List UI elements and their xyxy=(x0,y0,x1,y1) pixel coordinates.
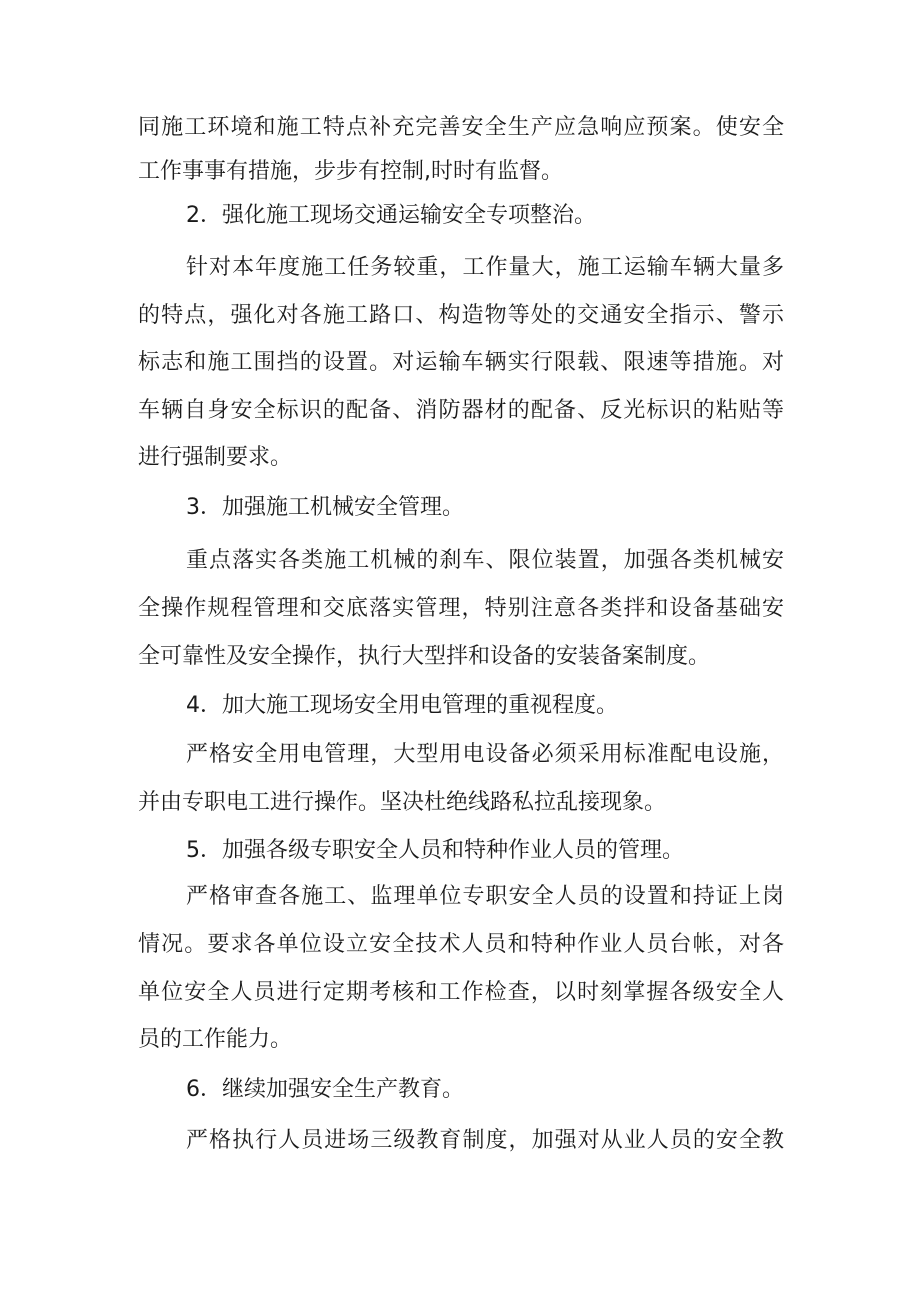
section-heading xyxy=(0,834,920,868)
paragraph-line xyxy=(0,544,920,578)
text-line: 并由专职电工进行操作。坚决杜绝线路私拉乱接现象。 xyxy=(138,790,667,815)
paragraph-line xyxy=(0,976,920,1010)
paragraph-line xyxy=(0,394,920,428)
paragraph-line xyxy=(0,1023,920,1057)
text-line: 全操作规程管理和交底落实管理，特别注意各类拌和设备基础安 xyxy=(138,596,784,621)
text-line: 严格安全用电管理，大型用电设备必须采用标准配电设施， xyxy=(186,742,784,767)
heading-text: 3．加强施工机械安全管理。 xyxy=(186,495,464,520)
text-line: 严格审查各施工、监理单位专职安全人员的设置和持证上岗 xyxy=(186,884,784,909)
section-heading xyxy=(0,689,920,723)
paragraph-line xyxy=(0,786,920,820)
paragraph-line xyxy=(0,251,920,285)
section-heading xyxy=(0,1073,920,1107)
paragraph-line xyxy=(0,299,920,333)
text-line: 情况。要求各单位设立安全技术人员和特种作业人员台帐，对各 xyxy=(138,932,784,957)
heading-text: 4．加大施工现场安全用电管理的重视程度。 xyxy=(186,693,618,718)
paragraph-line xyxy=(0,111,920,145)
section-heading xyxy=(0,199,920,233)
text-line: 车辆自身安全标识的配备、消防器材的配备、反光标识的粘贴等 xyxy=(138,398,784,423)
text-line: 标志和施工围挡的设置。对运输车辆实行限载、限速等措施。对 xyxy=(138,350,784,375)
text-line: 重点落实各类施工机械的刹车、限位装置，加强各类机械安 xyxy=(186,548,784,573)
text-line: 全可靠性及安全操作，执行大型拌和设备的安装备案制度。 xyxy=(138,644,711,669)
text-line: 针对本年度施工任务较重，工作量大，施工运输车辆大量多 xyxy=(186,255,784,280)
text-line: 单位安全人员进行定期考核和工作检查，以时刻掌握各级安全人 xyxy=(138,980,784,1005)
text-line: 工作事事有措施，步步有控制,时时有监督。 xyxy=(138,159,563,184)
paragraph-line xyxy=(0,155,920,189)
paragraph-line xyxy=(0,592,920,626)
text-line: 同施工环境和施工特点补充完善安全生产应急响应预案。使安全 xyxy=(138,115,784,140)
paragraph-line xyxy=(0,880,920,914)
heading-text: 2．强化施工现场交通运输安全专项整治。 xyxy=(186,203,596,228)
paragraph-line xyxy=(0,346,920,380)
paragraph-line xyxy=(0,441,920,475)
heading-text: 5．加强各级专职安全人员和特种作业人员的管理。 xyxy=(186,838,684,863)
text-line: 的特点，强化对各施工路口、构造物等处的交通安全指示、警示 xyxy=(138,303,784,328)
heading-text: 6．继续加强安全生产教育。 xyxy=(186,1077,464,1102)
paragraph-line xyxy=(0,640,920,674)
text-line: 进行强制要求。 xyxy=(138,445,293,470)
paragraph-line xyxy=(0,1124,920,1158)
paragraph-line xyxy=(0,928,920,962)
text-line: 员的工作能力。 xyxy=(138,1027,293,1052)
text-line: 严格执行人员进场三级教育制度，加强对从业人员的安全教 xyxy=(186,1128,784,1153)
paragraph-line xyxy=(0,738,920,772)
section-heading xyxy=(0,491,920,525)
